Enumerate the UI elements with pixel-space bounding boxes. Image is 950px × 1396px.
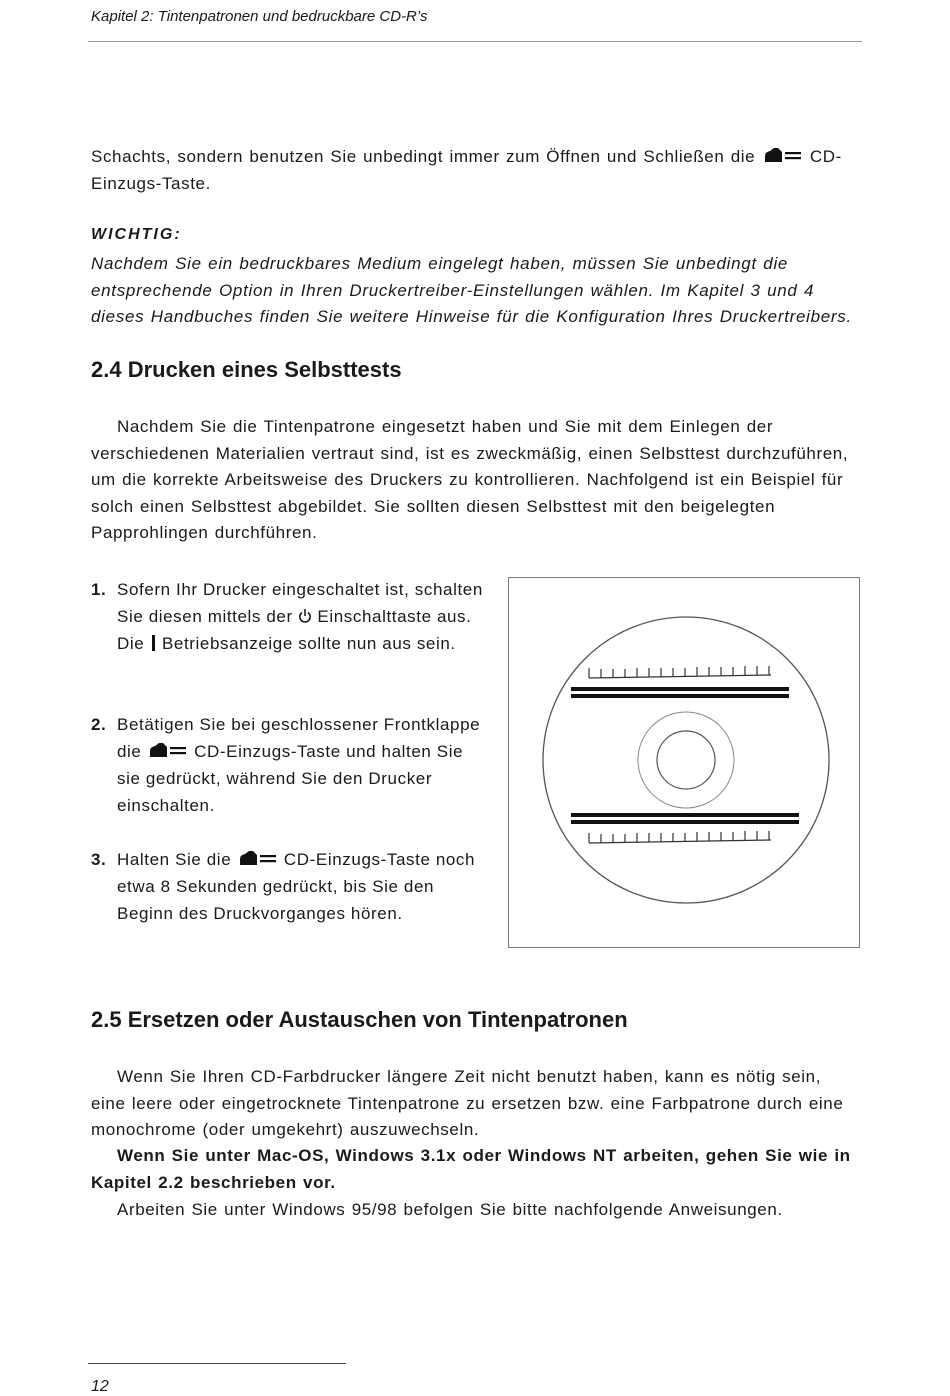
step-text-cont: CD-Einzugs-Taste und halten Sie sie gedrückt, während Sie den Drucker einschalten. [117, 742, 464, 815]
step-text: Halten Sie die [117, 850, 232, 869]
step-number: 3. [91, 850, 107, 869]
step-text-cont: Einschalttaste aus. Die [117, 607, 472, 653]
section-2-5-last-line: Arbeiten Sie unter Windows 95/98 befolgen Sie bitte nachfolgende Anweisungen. [117, 1200, 783, 1219]
step-number: 1. [91, 580, 107, 599]
cd-eject-icon [149, 742, 187, 758]
running-header: Kapitel 2: Tintenpatronen und bedruckbare CD-R’s [91, 8, 428, 25]
section-2-5-bold-note: Wenn Sie unter Mac-OS, Windows 3.1x oder Windows NT arbeiten, gehen Sie wie in Kapitel 2.2 beschrieben vor. [91, 1146, 851, 1192]
cd-selftest-print-illustration [509, 578, 858, 946]
intro-text: Schachts, sondern benutzen Sie unbedingt immer zum Öffnen und Schließen die [91, 147, 756, 166]
selftest-figure [508, 577, 860, 948]
intro-paragraph [91, 144, 861, 197]
power-icon [298, 608, 312, 624]
step-3 [91, 846, 491, 927]
section-2-5-paragraph: Wenn Sie Ihren CD-Farbdrucker längere Zeit nicht benutzt haben, kann es nötig sein, eine leere oder eingetrocknete Tintenpatrone zu ersetzen bzw. eine Farbpatrone durch eine monochrome (oder umgekehrt) auszuwechseln. [91, 1067, 844, 1139]
step-number: 2. [91, 715, 107, 734]
intro-text-cont: CD-Einzugs-Taste. [91, 147, 842, 193]
section-heading-2-5: 2.5 Ersetzen oder Austauschen von Tintenpatronen [91, 1007, 628, 1032]
cd-eject-icon [764, 147, 802, 163]
step-text-end: Betriebsanzeige sollte nun aus sein. [161, 634, 456, 653]
section-2-4-paragraph: Nachdem Sie die Tintenpatrone eingesetzt haben und Sie mit dem Einlegen der verschiedenen Materialien vertraut sind, ist es zweckmäßig, einen Selbsttest durchzuführen, um die korrekte Arbeitsweise des Druckers zu kontrollieren. Nachfolgend ist ein Beispiel für solch einen Selbsttest abgebildet. Sie sollten diesen Selbsttest mit den beigelegten Papprohlingen durchführen. [91, 417, 849, 542]
cd-eject-icon [239, 850, 277, 866]
important-label: WICHTIG: [91, 226, 182, 243]
section-heading-2-4: 2.4 Drucken eines Selbsttests [91, 357, 402, 382]
step-text: Betätigen Sie bei geschlossener Frontklappe die [117, 715, 481, 761]
indicator-bar-icon [152, 635, 155, 651]
step-2 [91, 711, 491, 819]
page-number: 12 [91, 1378, 109, 1395]
header-rule [88, 41, 862, 42]
step-text-cont: CD-Einzugs-Taste noch etwa 8 Sekunden gedrückt, bis Sie den Beginn des Druckvorganges hören. [117, 850, 476, 923]
footer-rule [88, 1363, 346, 1364]
step-text: Sofern Ihr Drucker eingeschaltet ist, schalten Sie diesen mittels der [117, 580, 483, 626]
important-text: Nachdem Sie ein bedruckbares Medium eingelegt haben, müssen Sie unbedingt die entsprechende Option in Ihren Druckertreiber-Einstellungen wählen. Im Kapitel 3 und 4 dieses Handbuches finden Sie weitere Hinweise für die Konfiguration Ihres Druckertreibers. [91, 254, 852, 326]
step-1 [91, 576, 491, 657]
